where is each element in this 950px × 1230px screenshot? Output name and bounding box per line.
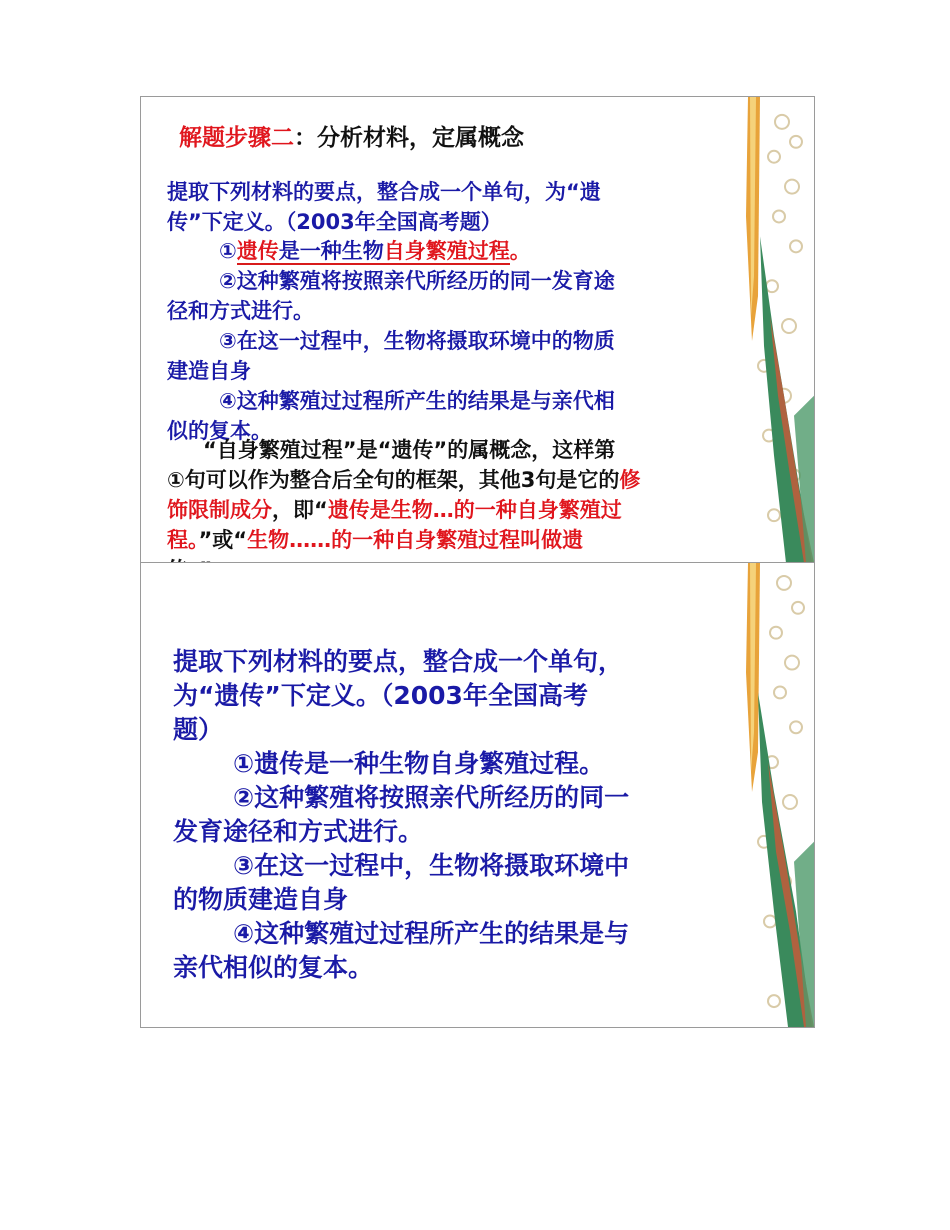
slide-2-line-6: 发育途径和方式进行。	[173, 817, 424, 846]
explanation-line-3-red-a: 饰限制成分	[167, 498, 272, 522]
item-1	[167, 236, 615, 266]
item-4-line-2: 似的复本。	[167, 419, 272, 443]
title-black: ：分析材料，定属概念	[294, 125, 524, 151]
explanation-line-4-black: ”或“	[198, 528, 248, 552]
item-2-line-1: ②这种繁殖将按照亲代所经历的同一发育途	[219, 269, 615, 293]
slide-1-question	[167, 177, 601, 237]
question-line-1: 提取下列材料的要点，整合成一个单句，为“遗	[167, 180, 601, 204]
explanation-line-4-red-b: 生物……的一种自身繁殖过程叫做遗	[247, 528, 584, 552]
decorative-border-2	[734, 563, 814, 1027]
item-1-num: ①	[219, 239, 237, 263]
question-line-2: 传”下定义。（2003年全国高考题）	[167, 210, 502, 234]
slide-2-content	[173, 645, 629, 985]
explanation-line-3-black: ，即“	[272, 498, 328, 522]
explanation-line-3-red-b: 遗传是生物…的一种自身繁殖过	[327, 498, 622, 522]
slide-2-line-10: 亲代相似的复本。	[173, 953, 374, 982]
item-3-line-2: 建造自身	[167, 359, 251, 383]
slide-2	[140, 562, 815, 1028]
slide-2-line-9: ④这种繁殖过过程所产生的结果是与	[233, 919, 630, 948]
explanation-line-3	[167, 495, 787, 525]
explanation-line-2-red: 修	[619, 468, 641, 492]
explanation-line-1: “自身繁殖过程”是“遗传”的属概念，这样第	[203, 438, 616, 462]
slide-2-line-7: ③在这一过程中，生物将摄取环境中	[233, 851, 630, 880]
item-1-red-a: 遗传	[236, 239, 279, 263]
item-3-line-1: ③在这一过程中，生物将摄取环境中的物质	[219, 329, 615, 353]
title-red: 解题步骤二	[179, 125, 294, 151]
explanation-line-2	[167, 465, 787, 495]
explanation-line-4	[167, 525, 787, 555]
item-1-mid: 是一种生物	[278, 239, 384, 263]
explanation-line-4-red-a: 程。	[167, 528, 199, 552]
slide-1	[140, 96, 815, 564]
slide-1-item-list	[167, 236, 615, 446]
item-1-end: 。	[509, 239, 531, 263]
slide-2-line-2: 为“遗传”下定义。（2003年全国高考	[173, 681, 588, 710]
item-1-red-b: 自身繁殖过程	[383, 239, 510, 263]
slide-2-line-8: 的物质建造自身	[173, 885, 349, 914]
slide-2-line-1: 提取下列材料的要点，整合成一个单句，	[173, 647, 624, 676]
slide-2-line-5: ②这种繁殖将按照亲代所经历的同一	[233, 783, 630, 812]
item-2-line-2: 径和方式进行。	[167, 299, 314, 323]
slide-2-line-4: ①遗传是一种生物自身繁殖过程。	[233, 749, 605, 778]
item-4-line-1: ④这种繁殖过过程所产生的结果是与亲代相	[219, 389, 615, 413]
explanation-line-2-text: ①句可以作为整合后全句的框架，其他3句是它的	[167, 468, 620, 492]
slide-2-line-3: 题）	[173, 715, 224, 744]
slide-1-title	[179, 123, 524, 153]
